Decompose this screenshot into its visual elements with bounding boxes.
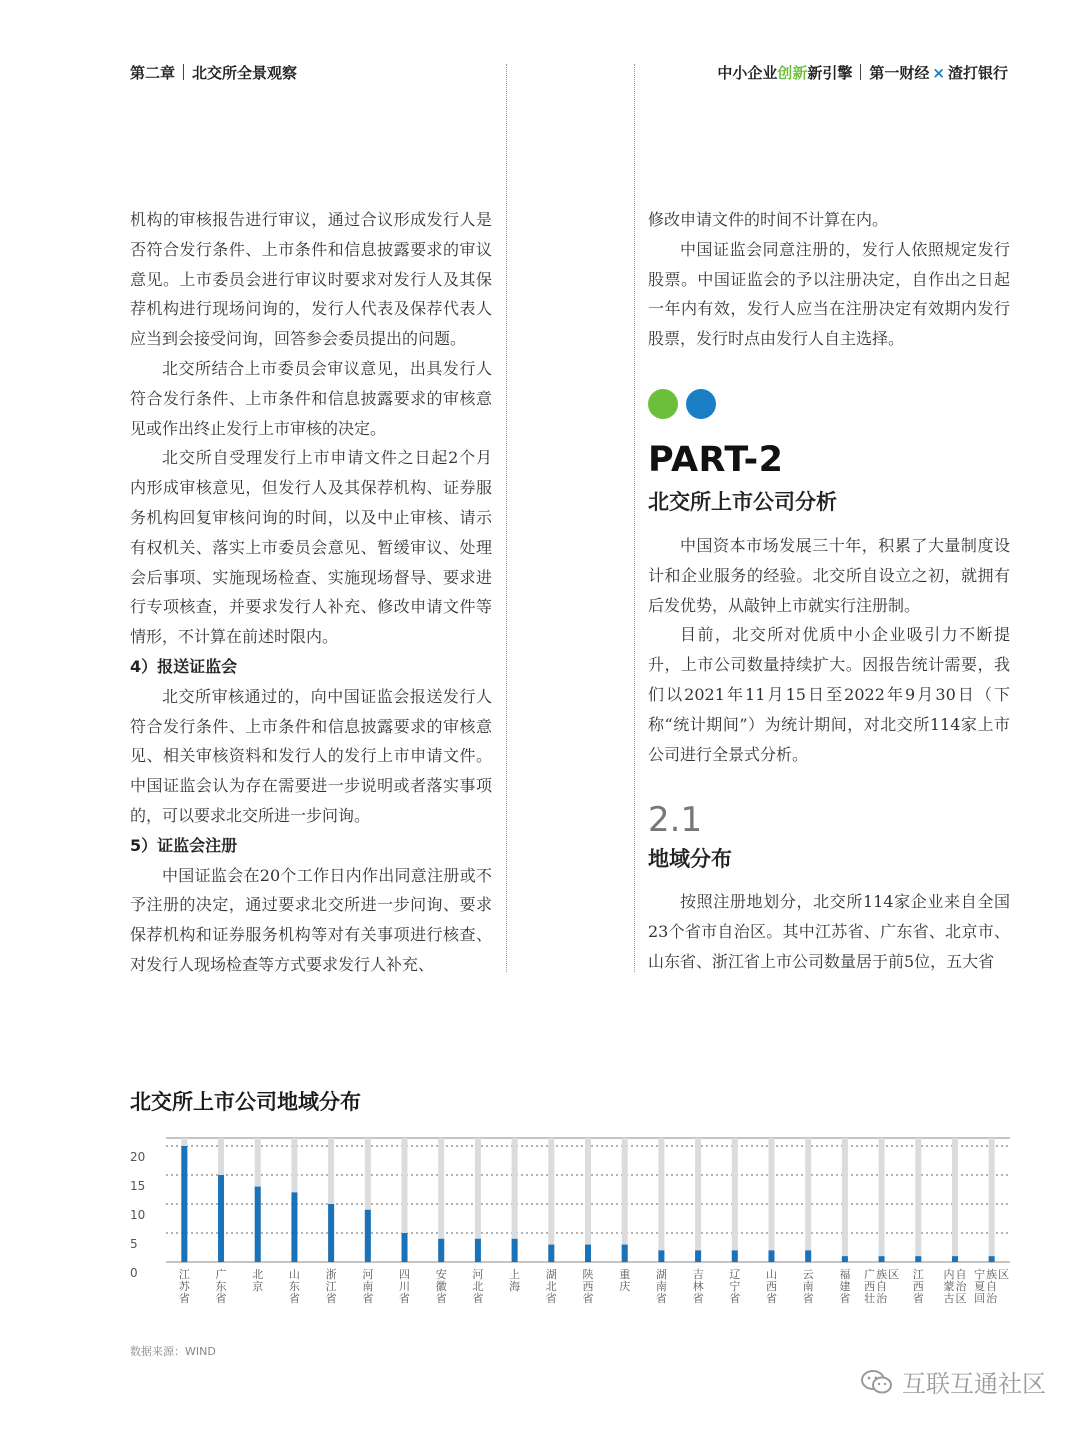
bar [365,1210,371,1262]
paragraph: 机构的审核报告进行审议，通过合议形成发行人是否符合发行条件、上市条件和信息披露要求的审议意见。上市委员会进行审议时要求对发行人及其保荐机构进行现场问询的，发行人代表及保荐代表人应当到会接受问询，回答参会委员提出的问题。 [130,210,492,349]
x-tick-label: 浙江省 [325,1268,337,1305]
bar [768,1250,774,1262]
x-tick-label: 山东省 [288,1268,300,1305]
watermark [860,1364,1046,1399]
y-tick-label: 20 [130,1150,146,1164]
bar [548,1245,554,1262]
bar-track [658,1138,664,1262]
subheading-4: 4）报送证监会 [130,656,238,676]
x-tick-label: 云南省 [802,1268,814,1305]
partner-a: 第一财经 [869,64,930,82]
paragraph: 修改申请文件的时间不计算在内。 [648,210,889,229]
bar-track [805,1138,811,1262]
bar-track [768,1138,774,1262]
x-tick-label: 安徽省 [435,1268,447,1305]
chart-title: 北交所上市公司地域分布 [130,1090,361,1114]
y-tick-label: 5 [130,1237,138,1251]
x-tick-label: 北京 [252,1268,264,1293]
partner-b: 渣打银行 [947,64,1008,82]
x-tick-label: 辽宁省 [729,1268,741,1305]
y-tick-label: 15 [130,1179,146,1193]
bar [402,1233,408,1262]
y-tick-label: 10 [130,1208,146,1222]
bar [585,1245,591,1262]
brand-highlight: 创新 [777,64,808,82]
bar [695,1250,701,1262]
x-tick-label: 吉林省 [692,1268,704,1305]
brand-prefix: 中小企业 [717,64,778,82]
bar [218,1175,224,1262]
x-tick-label: 河南省 [362,1268,374,1305]
bar-track [695,1138,701,1262]
bar-track [732,1138,738,1262]
x-tick-label: 陕西省 [582,1268,594,1305]
bar-track [989,1138,995,1262]
data-source: 数据来源：WIND [130,1345,216,1358]
bar [181,1146,187,1262]
bar [658,1250,664,1262]
x-tick-label: 湖北省 [545,1268,557,1305]
x-tick-label: 广东省 [215,1268,227,1305]
bar-track [548,1138,554,1262]
bar-track [879,1138,885,1262]
bar [915,1256,921,1262]
part-title: PART-2 [648,440,784,480]
section-number: 2.1 [648,800,703,840]
x-tick-label: 上海 [509,1268,521,1293]
paragraph: 中国资本市场发展三十年，积累了大量制度设计和企业服务的经验。北交所自设立之初，就拥有后发优势，从敲钟上市就实行注册制。 [648,536,1010,615]
brand-suffix: 新引擎 [807,64,853,82]
bar-track [842,1138,848,1262]
x-tick-label: 重庆 [619,1268,631,1293]
watermark-text: 互联互通社区 [902,1370,1046,1398]
paragraph: 北交所结合上市委员会审议意见，出具发行人符合发行条件、上市条件和信息披露要求的审核意见或作出终止发行上市审核的决定。 [130,358,492,438]
bar [475,1239,481,1262]
paragraph: 按照注册地划分，北交所114家企业来自全国23个省市自治区。其中江苏省、广东省、北京市、山东省、浙江省上市公司数量居于前5位，五大省 [648,892,1010,971]
bar [879,1256,885,1262]
partner-x-mark: × [932,64,945,82]
section-title: 地域分布 [648,847,732,871]
paragraph: 北交所审核通过的，向中国证监会报送发行人符合发行条件、上市条件和信息披露要求的审核意见、相关审核资料和发行人的发行上市申请文件。中国证监会认为存在需要进一步说明或者落实事项的，可以要求北交所进一步问询。 [130,686,492,825]
x-tick-label: 河北省 [472,1268,484,1305]
x-tick-label: 广西壮族自治区 [864,1268,900,1305]
paragraph: 中国证监会同意注册的，发行人依照规定发行股票。中国证监会的予以注册决定，自作出之日起一年内有效，发行人应当在注册决定有效期内发行股票，发行时点由发行人自主选择。 [648,239,1010,349]
wechat-icon [860,1368,894,1396]
bar [952,1256,958,1262]
bar [989,1256,995,1262]
chapter-label: 第二章 [130,64,176,82]
bar [328,1204,334,1262]
x-tick-label: 福建省 [839,1268,851,1305]
y-tick-label: 0 [130,1266,138,1280]
bar [622,1245,628,1262]
bar [732,1250,738,1262]
bar [291,1192,297,1262]
paragraph: 目前，北交所对优质中小企业吸引力不断提升，上市公司数量持续扩大。因报告统计需要，我们以2021年11月15日至2022年9月30日（下称“统计期间”）为统计期间，对北交所114家上市公司进行全景式分析。 [648,625,1010,764]
bar [805,1250,811,1262]
part-subtitle: 北交所上市公司分析 [648,490,837,514]
x-tick-label: 山西省 [765,1268,777,1305]
bar-track [622,1138,628,1262]
x-tick-label: 湖南省 [655,1268,667,1305]
x-tick-label: 江西省 [912,1268,924,1305]
bar [255,1187,261,1262]
paragraph: 中国证监会在20个工作日内作出同意注册或不予注册的决定，通过要求北交所进一步问询、要求保荐机构和证券服务机构等对有关事项进行核查、对发行人现场检查等方式要求发行人补充、 [130,865,492,974]
paragraph: 北交所自受理发行上市申请文件之日起2个月内形成审核意见，但发行人及其保荐机构、证券服务机构回复审核问询的时间，以及中止审核、请示有权机关、落实上市委员会意见、暂缓审议、处理会后事项、实施现场检查、实施现场督导、要求进行专项核查，并要求发行人补充、修改申请文件等情形，不计算在前述时限内。 [130,448,492,647]
chapter-title: 北交所全景观察 [192,64,298,82]
bar [842,1256,848,1262]
subheading-5: 5）证监会注册 [130,835,238,855]
x-tick-label: 四川省 [399,1268,411,1305]
bar-track [915,1138,921,1262]
x-tick-label: 宁夏回族自治区 [974,1268,1010,1305]
bar-track [585,1138,591,1262]
bar [512,1239,518,1262]
bar-track [952,1138,958,1262]
x-tick-label: 内蒙古自治区 [943,1268,967,1305]
x-tick-label: 江苏省 [178,1268,190,1305]
bar [438,1239,444,1262]
